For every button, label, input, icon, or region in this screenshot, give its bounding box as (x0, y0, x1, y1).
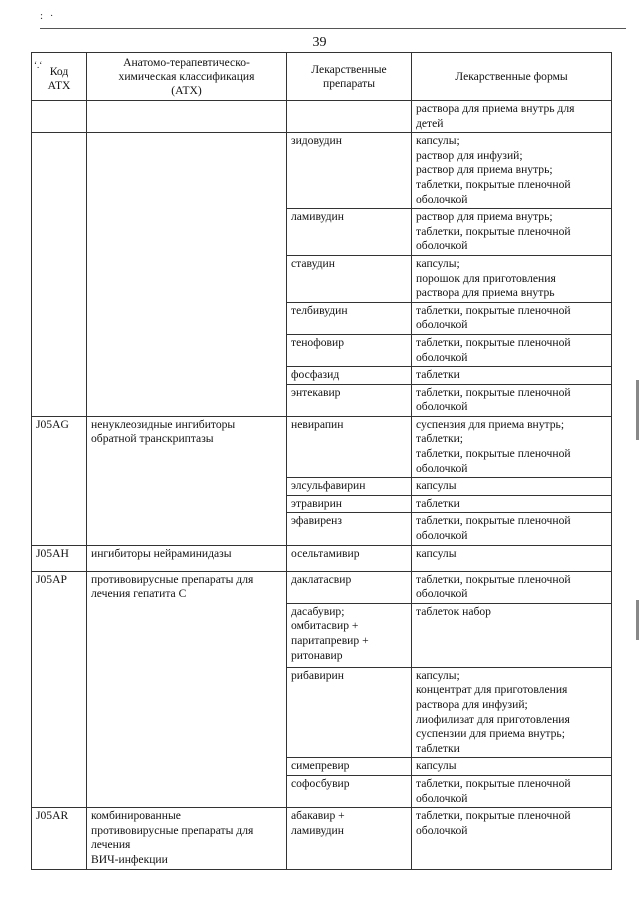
header-drugs: Лекарственные препараты (287, 53, 412, 101)
forms-cell: таблетки (412, 495, 612, 513)
forms-cell: капсулы; порошок для приготовления раствора для приема внутрь (412, 255, 612, 302)
drug-cell: тенофовир (287, 334, 412, 366)
forms-cell: таблетки, покрытые пленочной оболочкой (412, 775, 612, 807)
forms-cell: суспензия для приема внутрь; таблетки; таблетки, покрытые пленочной оболочкой (412, 416, 612, 477)
header-atc-code: ʻ.ʻ Код АТХ (32, 53, 87, 101)
forms-cell: таблетки, покрытые пленочной оболочкой (412, 808, 612, 869)
header-dosage-forms: Лекарственные формы (412, 53, 612, 101)
header-mark: ʻ.ʻ (34, 59, 43, 70)
drug-cell: телбивудин (287, 302, 412, 334)
drug-cell: дасабувир; омбитасвир + паритапревир + ритонавир (287, 603, 412, 667)
forms-cell: капсулы (412, 478, 612, 496)
forms-cell: раствор для приема внутрь; таблетки, покрытые пленочной оболочкой (412, 209, 612, 256)
drug-cell: зидовудин (287, 133, 412, 209)
drug-cell: софосбувир (287, 775, 412, 807)
forms-cell: капсулы; концентрат для приготовления раствора для инфузий; лиофилизат для приготовления суспензии для приема внутрь; таблетки (412, 667, 612, 758)
forms-cell: таблетки, покрытые пленочной оболочкой (412, 334, 612, 366)
page-number: 39 (312, 35, 327, 50)
forms-cell: раствора для приема внутрь для детей (412, 101, 612, 133)
classification-cell (87, 101, 287, 133)
drug-cell: невирапин (287, 416, 412, 477)
forms-cell: капсулы (412, 758, 612, 776)
classification-cell: ненуклеозидные ингибиторы обратной транскриптазы (87, 416, 287, 545)
table-row (32, 101, 612, 133)
drug-cell: даклатасвир (287, 571, 412, 603)
drug-cell: абакавир + ламивудин (287, 808, 412, 869)
atc-code-cell: J05AR (32, 808, 87, 869)
classification-cell: противовирусные препараты для лечения гепатита С (87, 571, 287, 808)
drug-cell: ставудин (287, 255, 412, 302)
atc-code-cell: J05AG (32, 416, 87, 545)
table-row (32, 571, 612, 603)
drug-cell (287, 101, 412, 133)
forms-cell: таблетки, покрытые пленочной оболочкой (412, 571, 612, 603)
table-header-row (32, 53, 612, 101)
forms-cell: таблетки, покрытые пленочной оболочкой (412, 513, 612, 545)
table-row (32, 545, 612, 571)
drug-cell: эфавиренз (287, 513, 412, 545)
drug-cell: этравирин (287, 495, 412, 513)
drug-cell: энтекавир (287, 384, 412, 416)
forms-cell: таблетки, покрытые пленочной оболочкой (412, 384, 612, 416)
atc-code-cell (32, 101, 87, 133)
header-rule (40, 28, 626, 29)
table-row (32, 808, 612, 869)
forms-cell: таблетки (412, 367, 612, 385)
forms-cell: капсулы; раствор для инфузий; раствор для приема внутрь; таблетки, покрытые пленочной оболочкой (412, 133, 612, 209)
drug-cell: симепревир (287, 758, 412, 776)
drug-cell: рибавирин (287, 667, 412, 758)
forms-cell: таблетки, покрытые пленочной оболочкой (412, 302, 612, 334)
atc-code-cell (32, 133, 87, 417)
scan-artifact: : · (40, 10, 56, 22)
drug-cell: фосфазид (287, 367, 412, 385)
drug-cell: элсульфавирин (287, 478, 412, 496)
classification-cell (87, 133, 287, 417)
atc-code-cell: J05AP (32, 571, 87, 808)
drug-cell: ламивудин (287, 209, 412, 256)
table-row (32, 133, 612, 209)
header-atc-classification: Анатомо-терапевтическо- химическая классификация (АТХ) (87, 53, 287, 101)
atc-code-cell: J05AH (32, 545, 87, 571)
classification-cell: комбинированные противовирусные препараты для лечения ВИЧ-инфекции (87, 808, 287, 869)
forms-cell: капсулы (412, 545, 612, 571)
atc-table (31, 52, 612, 870)
drug-cell: осельтамивир (287, 545, 412, 571)
table-row (32, 416, 612, 477)
forms-cell: таблеток набор (412, 603, 612, 667)
classification-cell: ингибиторы нейраминидазы (87, 545, 287, 571)
